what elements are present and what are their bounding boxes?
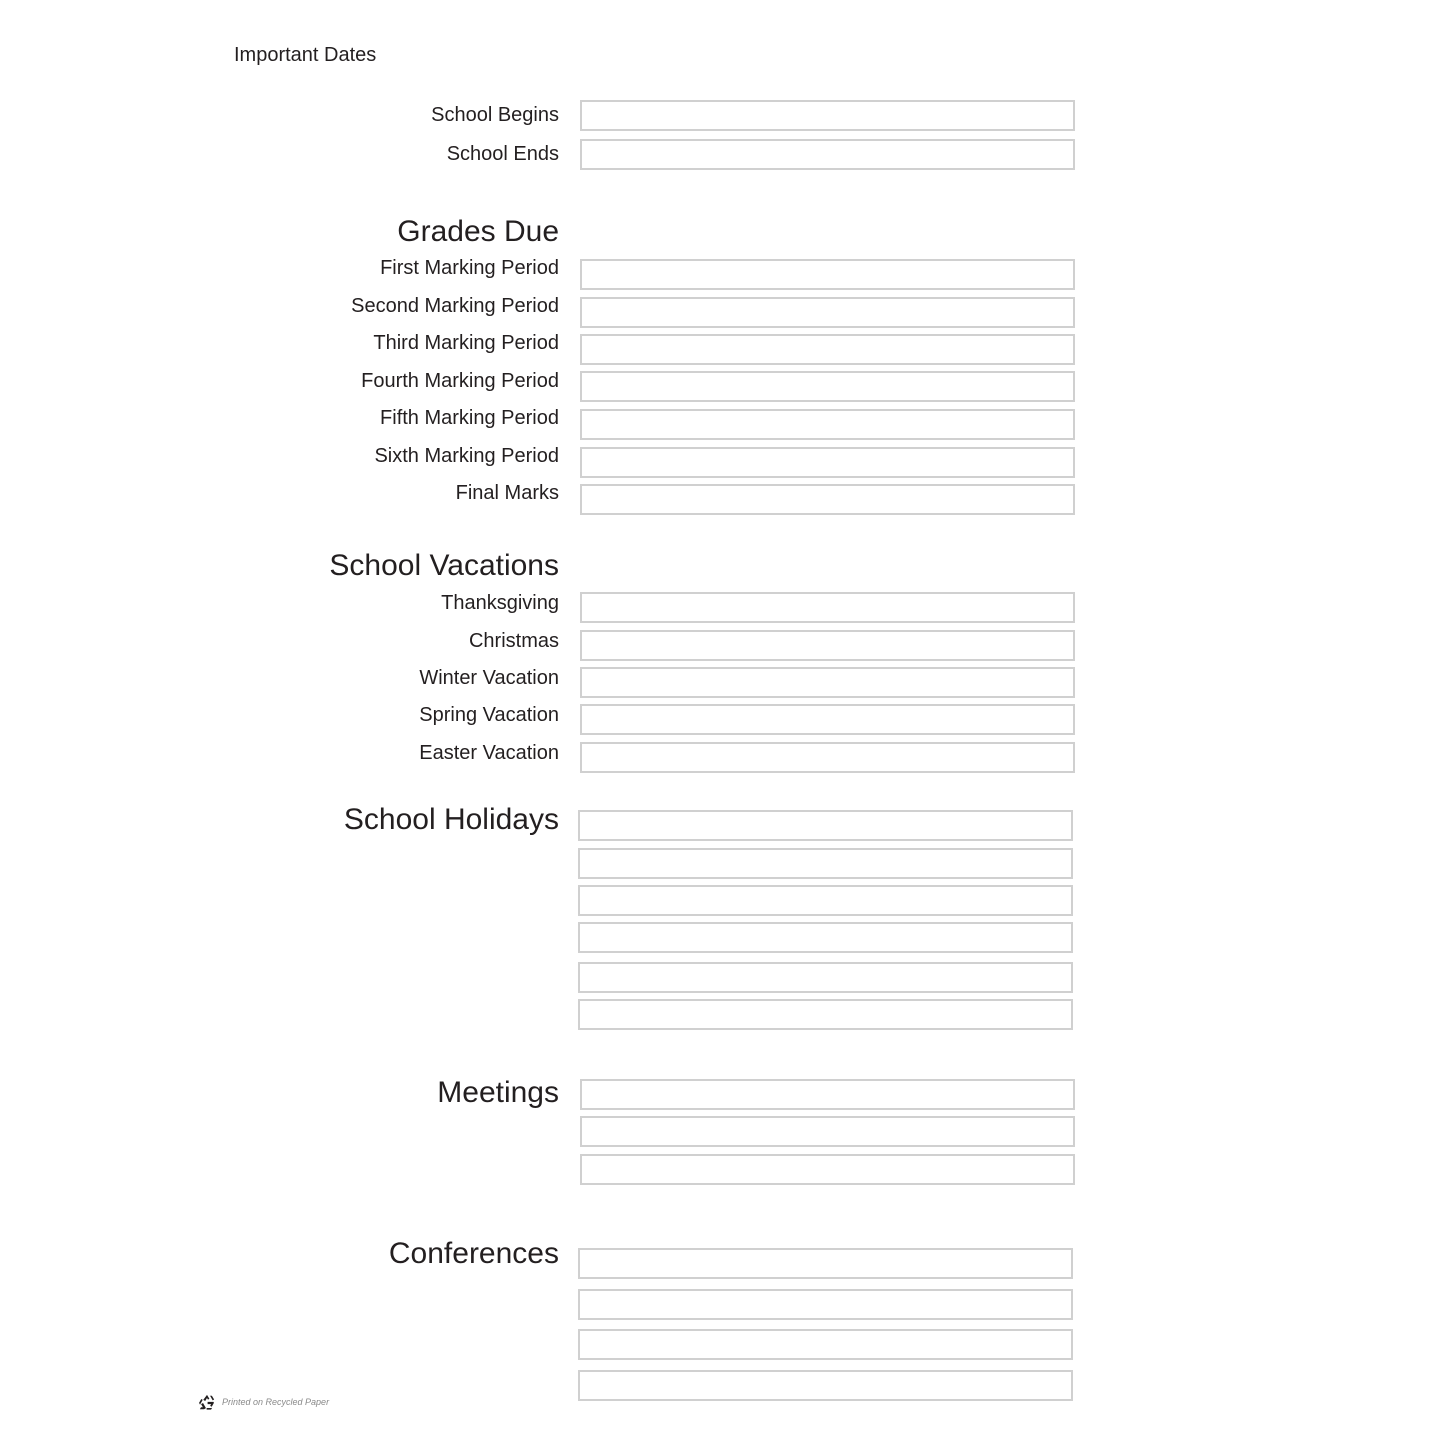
footer-text: Printed on Recycled Paper — [222, 1397, 330, 1407]
meetings-entry-input[interactable] — [580, 1154, 1075, 1185]
field-label: Third Marking Period — [373, 332, 559, 354]
meetings-entry-input[interactable] — [580, 1079, 1075, 1110]
date-input-fifth-marking-period[interactable] — [580, 409, 1075, 440]
field-label: Spring Vacation — [419, 704, 559, 726]
school-holidays-entry-input[interactable] — [578, 962, 1073, 993]
field-label: First Marking Period — [380, 257, 559, 279]
conferences-entry-input[interactable] — [578, 1289, 1073, 1320]
field-label: Easter Vacation — [419, 742, 559, 764]
section-heading: Conferences — [388, 1237, 559, 1270]
field-label: Sixth Marking Period — [374, 445, 559, 467]
recycle-icon — [198, 1393, 216, 1411]
school-holidays-entry-input[interactable] — [578, 885, 1073, 916]
section-heading: Grades Due — [397, 215, 559, 248]
date-input-first-marking-period[interactable] — [580, 259, 1075, 290]
date-input-final-marks[interactable] — [580, 484, 1075, 515]
school-holidays-entry-input[interactable] — [578, 922, 1073, 953]
date-input-second-marking-period[interactable] — [580, 297, 1075, 328]
date-input-school-ends[interactable] — [580, 139, 1075, 170]
date-input-easter-vacation[interactable] — [580, 742, 1075, 773]
field-label: Thanksgiving — [441, 592, 559, 614]
section-heading: Meetings — [437, 1076, 559, 1109]
field-label: Fifth Marking Period — [380, 407, 559, 429]
field-label: Winter Vacation — [419, 667, 559, 689]
date-input-fourth-marking-period[interactable] — [580, 371, 1075, 402]
school-holidays-entry-input[interactable] — [578, 848, 1073, 879]
date-input-winter-vacation[interactable] — [580, 667, 1075, 698]
field-label: School Ends — [446, 143, 559, 165]
field-label: Final Marks — [455, 482, 559, 504]
conferences-entry-input[interactable] — [578, 1370, 1073, 1401]
section-heading: School Vacations — [329, 549, 559, 582]
field-label: Second Marking Period — [351, 295, 559, 317]
date-input-sixth-marking-period[interactable] — [580, 447, 1075, 478]
section-heading: School Holidays — [343, 803, 559, 836]
date-input-spring-vacation[interactable] — [580, 704, 1075, 735]
field-label: Christmas — [468, 630, 559, 652]
date-input-thanksgiving[interactable] — [580, 592, 1075, 623]
meetings-entry-input[interactable] — [580, 1116, 1075, 1147]
date-input-school-begins[interactable] — [580, 100, 1075, 131]
field-label: Fourth Marking Period — [361, 370, 559, 392]
page-title: Important Dates — [234, 44, 377, 66]
date-input-third-marking-period[interactable] — [580, 334, 1075, 365]
footer — [198, 1392, 329, 1412]
school-holidays-entry-input[interactable] — [578, 810, 1073, 841]
school-holidays-entry-input[interactable] — [578, 999, 1073, 1030]
conferences-entry-input[interactable] — [578, 1248, 1073, 1279]
field-label: School Begins — [431, 104, 559, 126]
conferences-entry-input[interactable] — [578, 1329, 1073, 1360]
date-input-christmas[interactable] — [580, 630, 1075, 661]
